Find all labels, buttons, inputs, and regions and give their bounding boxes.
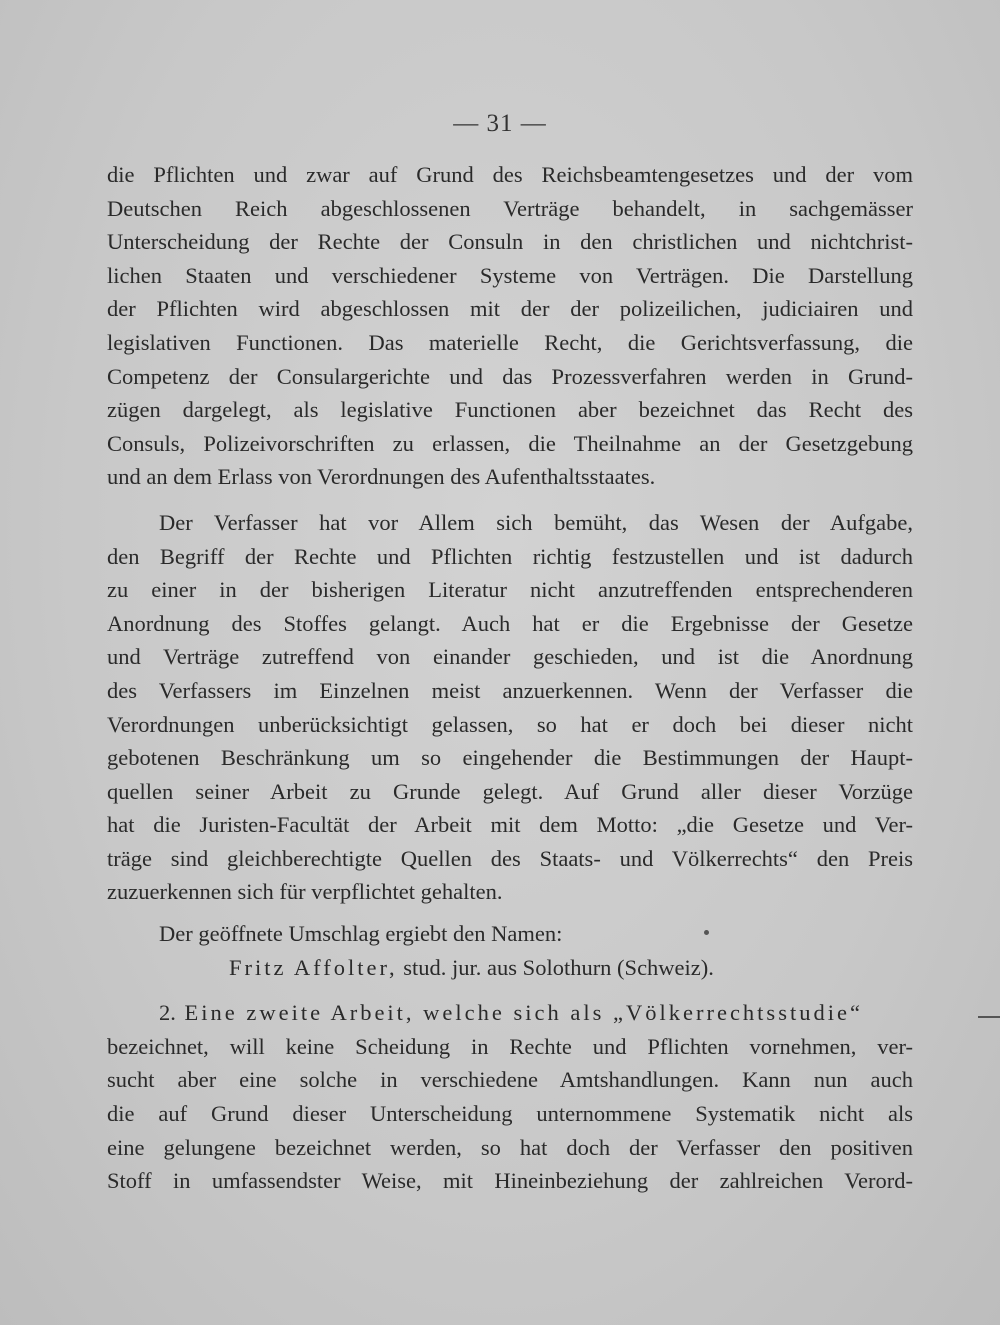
text-line: bezeichnet, will keine Scheidung in Rechte und Pflichten vornehmen, ver- bbox=[107, 1033, 913, 1059]
text-line: Unterscheidung der Rechte der Consuln in den christlichen und nichtchrist- bbox=[107, 229, 913, 255]
text-line: eine gelungene bezeichnet werden, so hat doch der Verfasser den positiven bbox=[107, 1134, 913, 1160]
page-number: — 31 — bbox=[453, 110, 547, 137]
text-line: die Pflichten und zwar auf Grund des Reichsbeamtengesetzes und der vom bbox=[107, 162, 913, 187]
item-heading: Eine zweite Arbeit, welche sich als „Völkerrechtsstudie“ bbox=[175, 1000, 863, 1026]
text-line: gebotenen Beschränkung um so eingehender die Bestimmungen der Haupt- bbox=[107, 745, 913, 771]
text-line: träge sind gleichberechtigte Quellen des Staats- und Völkerrechts“ den Preis bbox=[107, 845, 913, 871]
text-line: des Verfassers im Einzelnen meist anzuerkennen. Wenn der Verfasser die bbox=[107, 677, 913, 703]
text-line: legislativen Functionen. Das materielle Recht, die Gerichtsverfassung, die bbox=[107, 329, 913, 355]
text-line: Verordnungen unberücksichtigt gelassen, so hat er doch bei dieser nicht bbox=[107, 711, 913, 737]
body-text bbox=[107, 158, 913, 1198]
text-line: lichen Staaten und verschiedener Systeme von Verträgen. Die Darstellung bbox=[107, 262, 913, 288]
text-line: Der Verfasser hat vor Allem sich bemüht, das Wesen der Aufgabe, bbox=[159, 509, 913, 535]
text-line: zuzuerkennen sich für verpflichtet gehalten. bbox=[107, 879, 503, 905]
author-name: Fritz Affolter, bbox=[229, 954, 398, 980]
author-line bbox=[107, 951, 913, 985]
text-line: sucht aber eine solche in verschiedene Amtshandlungen. Kann nun auch bbox=[107, 1067, 913, 1093]
text-line: Deutschen Reich abgeschlossenen Verträge behandelt, in sachgemässer bbox=[107, 195, 913, 221]
text-line bbox=[107, 996, 913, 1030]
text-line: Consuls, Polizeivorschriften zu erlassen, die Theilnahme an der Gesetzgebung bbox=[107, 430, 913, 456]
text-line: den Begriff der Rechte und Pflichten richtig festzustellen und ist dadurch bbox=[107, 543, 913, 569]
text-line: und an dem Erlass von Verordnungen des Aufenthaltsstaates. bbox=[107, 464, 656, 490]
text-line: hat die Juristen-Facultät der Arbeit mit dem Motto: „die Gesetze und Ver- bbox=[107, 812, 913, 838]
text-line: Der geöffnete Umschlag ergiebt den Namen: bbox=[159, 921, 563, 947]
scan-mark bbox=[704, 930, 709, 935]
text-line: Stoff in umfassendster Weise, mit Hineinbeziehung der zahlreichen Verord- bbox=[107, 1168, 913, 1194]
text-line: der Pflichten wird abgeschlossen mit der der polizeilichen, judiciairen und bbox=[107, 296, 913, 322]
text-line: zu einer in der bisherigen Literatur nicht anzutreffenden entsprechenderen bbox=[107, 577, 913, 603]
text-line: zügen dargelegt, als legislative Functionen aber bezeichnet das Recht des bbox=[107, 397, 913, 423]
author-detail: stud. jur. aus Solothurn (Schweiz). bbox=[397, 954, 714, 980]
text-line: die auf Grund dieser Unterscheidung unternommene Systematik nicht als bbox=[107, 1101, 913, 1127]
scan-mark bbox=[978, 1016, 1000, 1018]
text-line: Anordnung des Stoffes gelangt. Auch hat er die Ergebnisse der Gesetze bbox=[107, 610, 913, 636]
item-number: 2. bbox=[159, 1000, 176, 1026]
text-line: Competenz der Consulargerichte und das Prozessverfahren werden in Grund- bbox=[107, 363, 913, 389]
text-line: quellen seiner Arbeit zu Grunde gelegt. Auf Grund aller dieser Vorzüge bbox=[107, 778, 913, 804]
text-line: und Verträge zutreffend von einander geschieden, und ist die Anordnung bbox=[107, 644, 913, 670]
